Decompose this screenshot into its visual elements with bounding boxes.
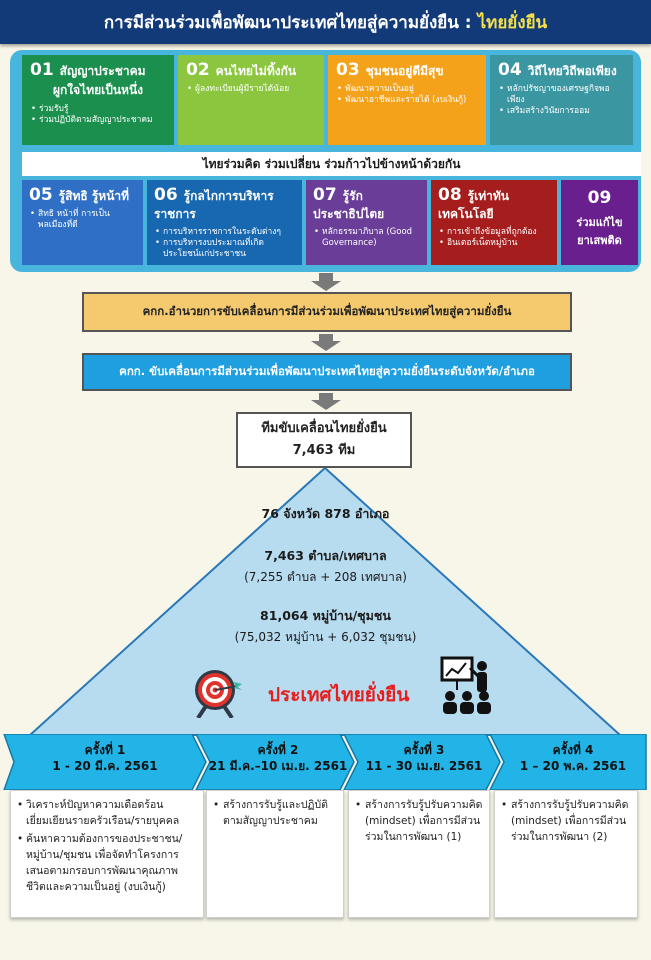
phase-2-card (206, 790, 344, 918)
tile-item: • ร่วมรับรู้ (30, 104, 166, 115)
phase-item: • สร้างการรับรู้และปฏิบัติตามสัญญาประชาคม (213, 797, 337, 829)
tile-01 (22, 55, 174, 145)
team-count: 7,463 ทีม (292, 443, 356, 458)
tile-09 (561, 180, 638, 265)
phase-title: ครั้งที่ 2 (257, 743, 299, 757)
down-arrow-icon (311, 341, 341, 351)
tile-04 (490, 55, 633, 145)
phase-title: ครั้งที่ 4 (552, 743, 594, 757)
phase-date: 21 มี.ค.–10 เม.ย. 2561 (208, 759, 348, 773)
tile-item: • พัฒนาอาชีพและรายได้ (งบเงินกู้) (336, 95, 478, 106)
phase-4-header (500, 734, 646, 788)
tile-05 (22, 180, 143, 265)
header-title-bar (0, 0, 651, 44)
tile-number: 09 (587, 188, 612, 208)
phase-date: 1 – 20 พ.ค. 2561 (519, 759, 627, 773)
tile-number: 01 (30, 60, 54, 80)
down-arrow-icon (311, 400, 341, 410)
tile-item: • ร่วมปฏิบัติตามสัญญาประชาคม (30, 115, 166, 126)
pyramid-villages: 81,064 หมู่บ้าน/ชุมชน (260, 608, 391, 623)
phase-item: • วิเคราะห์ปัญหาความเดือดร้อน เยี่ยมเยียนรายครัวเรือน/รายบุคคล (17, 797, 197, 829)
tile-number: 06 (154, 185, 178, 205)
down-arrow-icon (311, 281, 341, 291)
slogan-bar: ไทยร่วมคิด ร่วมเปลี่ยน ร่วมก้าวไปข้างหน้าด้วยกัน (22, 152, 641, 176)
tile-06 (147, 180, 302, 265)
tile-item: • หลักธรรมาภิบาล (Good Governance) (313, 227, 420, 249)
tile-item: • สิทธิ หน้าที่ การเป็นพลเมืองที่ดี (29, 209, 136, 231)
pyramid-provinces: 76 จังหวัด 878 อำเภอ (261, 506, 390, 521)
tile-title-line2: ยาเสพติด (577, 234, 622, 247)
tile-title: สัญญาประชาคม (59, 64, 146, 78)
tile-title: รู้สิทธิ รู้หน้าที่ (58, 189, 130, 203)
tile-number: 07 (313, 185, 337, 205)
phase-3-card (348, 790, 490, 918)
pyramid-subdistricts: 7,463 ตำบล/เทศบาล (264, 548, 387, 563)
phase-4-card (494, 790, 638, 918)
phase-item: • ค้นหาความต้องการของประชาชน/หมู่บ้าน/ชุมชน เพื่อจัดทำโครงการ เสนอตามกรอบการพัฒนาคุณภาพชีวิตและความเป็นอยู่ (งบเงินกู้) (17, 831, 197, 895)
tile-item: • ผู้ลงทะเบียนผู้มีรายได้น้อย (186, 84, 316, 95)
tile-item: • การบริหารงบประมาณที่เกิดประโยชน์แก่ประชาชน (154, 238, 295, 260)
tile-number: 03 (336, 60, 360, 80)
page-title-highlight: ไทยยั่งยืน (477, 12, 548, 33)
pyramid-villages-detail: (75,032 หมู่บ้าน + 6,032 ชุมชน) (234, 630, 417, 644)
pyramid-shape (0, 440, 651, 760)
tile-title: คนไทยไม่ทิ้งกัน (215, 64, 297, 78)
tile-item: • การบริหารราชการในระดับต่างๆ (154, 227, 295, 238)
page-title: การมีส่วนร่วมเพื่อพัฒนาประเทศไทยสู่ความยั่งยืน : (103, 12, 472, 33)
phase-item: • สร้างการรับรู้ปรับความคิด (mindset) เพื่อการมีส่วนร่วมในการพัฒนา (1) (355, 797, 483, 845)
phase-date: 1 - 20 มี.ค. 2561 (52, 759, 158, 773)
tile-item: • หลักปรัชญาของเศรษฐกิจพอเพียง (498, 84, 625, 106)
tile-item: • อินเตอร์เน็ตหมู่บ้าน (438, 238, 550, 249)
pyramid-subdistricts-detail: (7,255 ตำบล + 208 เทศบาล) (244, 570, 407, 584)
phase-date: 11 - 30 เม.ย. 2561 (365, 759, 483, 773)
phase-title: ครั้งที่ 3 (403, 743, 445, 757)
phase-3-header (354, 734, 494, 788)
tile-08 (431, 180, 557, 265)
team-presentation-icon (440, 656, 496, 716)
tile-number: 05 (29, 185, 53, 205)
tile-item: • พัฒนาความเป็นอยู่ (336, 84, 478, 95)
tile-title-line1: ร่วมแก้ไข (576, 216, 623, 229)
national-committee-box: คกก.อำนวยการขับเคลื่อนการมีส่วนร่วมเพื่อพัฒนาประเทศไทยสู่ความยั่งยืน (82, 292, 572, 332)
tile-number: 02 (186, 60, 210, 80)
phase-1-card (10, 790, 204, 918)
phase-title: ครั้งที่ 1 (84, 743, 126, 757)
tile-subtitle: ผูกใจไทยเป็นหนึ่ง (52, 83, 144, 97)
tile-title: รู้กลไกการบริหารราชการ (154, 189, 274, 221)
phase-item: • สร้างการรับรู้ปรับความคิด (mindset) เพื่อการมีส่วนร่วมในการพัฒนา (2) (501, 797, 631, 845)
tile-title: รู้เท่าทันเทคโนโลยี (438, 189, 509, 221)
team-title: ทีมขับเคลื่อนไทยยั่งยืน (261, 421, 387, 436)
local-committee-box: คกก. ขับเคลื่อนการมีส่วนร่วมเพื่อพัฒนาประเทศไทยสู่ความยั่งยืนระดับจังหวัด/อำเภอ (82, 353, 572, 391)
tile-07 (306, 180, 427, 265)
tile-title: วิถีไทยวิถีพอเพียง (527, 64, 617, 78)
slogan-country: ประเทศไทยยั่งยืน (268, 684, 410, 706)
tile-02 (178, 55, 324, 145)
phase-1-header (10, 734, 200, 788)
target-icon (188, 666, 242, 718)
tile-title: ชุมชนอยู่ดีมีสุข (365, 64, 444, 78)
tile-item: • เสริมสร้างวินัยการออม (498, 106, 625, 117)
phase-2-header (206, 734, 350, 788)
tile-item: • การเข้าถึงข้อมูลที่ถูกต้อง (438, 227, 550, 238)
team-box (236, 412, 412, 468)
tile-number: 08 (438, 185, 462, 205)
tile-03 (328, 55, 486, 145)
tile-number: 04 (498, 60, 522, 80)
tile-title: รู้รักประชาธิปไตย (313, 189, 385, 221)
